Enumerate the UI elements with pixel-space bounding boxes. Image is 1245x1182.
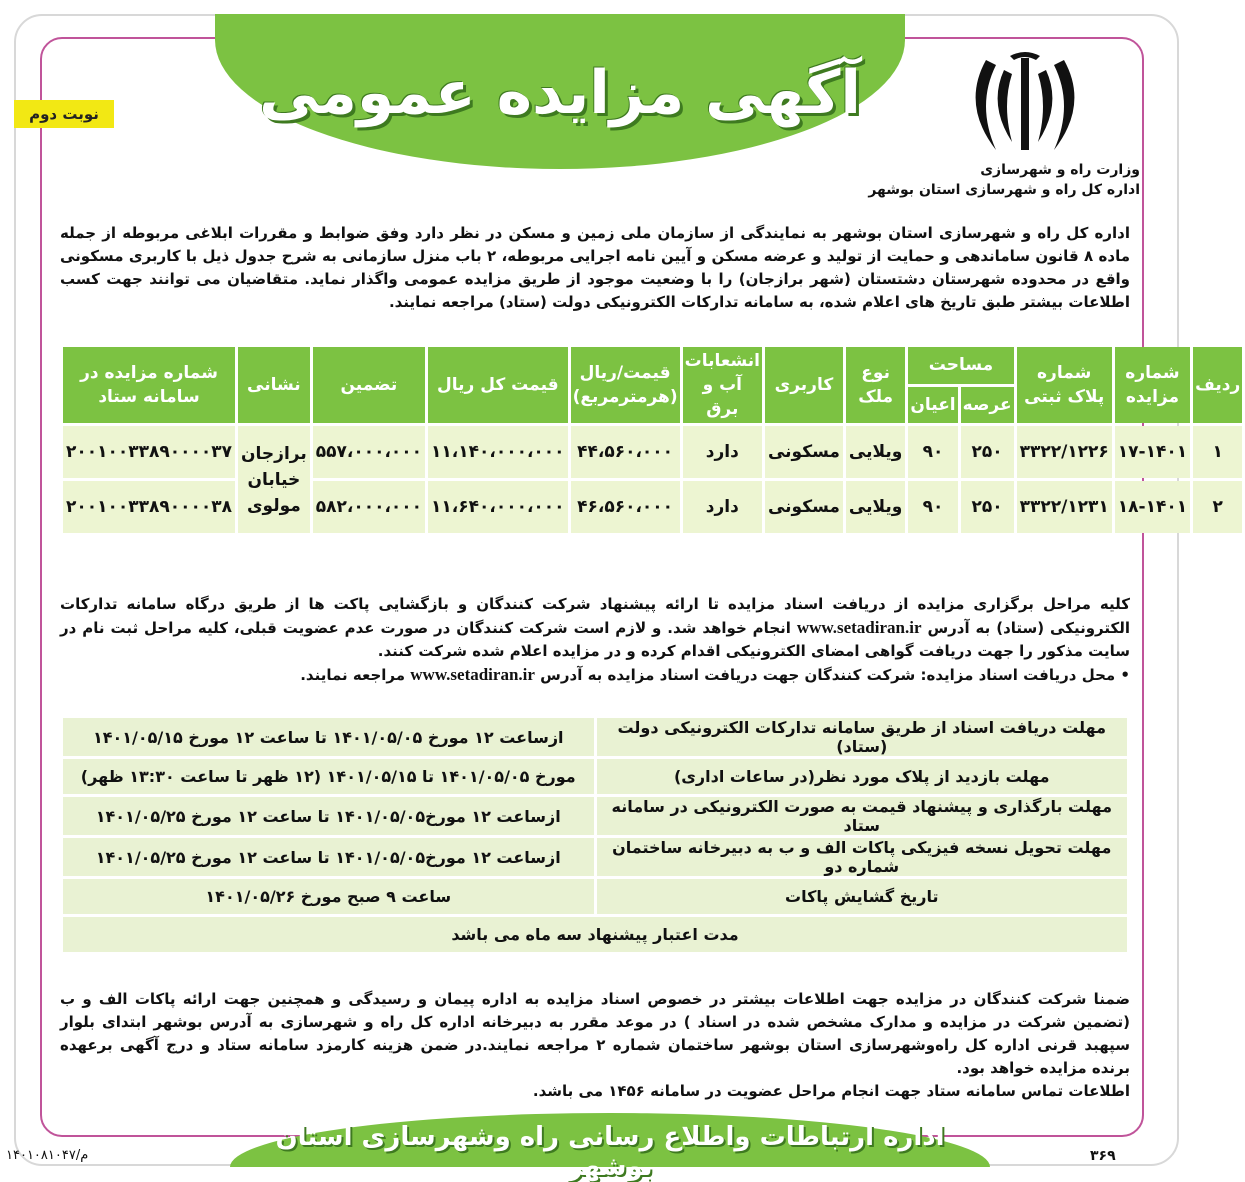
- schedule-row: [63, 879, 1127, 914]
- ad-code: ۱۴۰۱۰۸۱۰۴۷/م: [6, 1148, 89, 1163]
- cell-plate-no: ۳۳۲۲/۱۲۳۱: [1017, 481, 1112, 533]
- schedule-row: [63, 718, 1127, 756]
- validity-row: [63, 917, 1127, 952]
- setad-url-link-2[interactable]: www.setadiran.ir: [410, 665, 535, 684]
- cell-row: ۲: [1193, 481, 1242, 533]
- schedule-row: [63, 797, 1127, 835]
- th-building: اعیان: [908, 387, 957, 424]
- inner-frame: [40, 37, 1144, 1137]
- cell-plate-no: ۳۳۲۲/۱۲۲۶: [1017, 426, 1112, 478]
- cell-building: ۹۰: [908, 481, 957, 533]
- th-total-price: قیمت کل ریال: [428, 347, 568, 423]
- ministry-line1: وزارت راه و شهرسازی: [980, 162, 1140, 178]
- th-auction-no: شماره مزایده: [1115, 347, 1190, 423]
- setad-url-link[interactable]: www.setadiran.ir: [796, 618, 922, 637]
- th-area: مساحت: [908, 347, 1013, 384]
- page-number: ۳۶۹: [1090, 1148, 1116, 1164]
- cell-type: ویلایی: [846, 426, 905, 478]
- th-row: ردیف: [1193, 347, 1242, 423]
- cell-auction-no: ۱۷-۱۴۰۱: [1115, 426, 1190, 478]
- cell-price-per-m: ۴۴،۵۶۰،۰۰۰: [571, 426, 680, 478]
- schedule-row: [63, 838, 1127, 876]
- page-title: آگهی مزایده عمومی: [259, 58, 861, 128]
- th-land: عرصه: [961, 387, 1014, 424]
- cell-setad-no: ۲۰۰۱۰۰۳۳۸۹۰۰۰۰۳۷: [63, 426, 235, 478]
- th-deposit: تضمین: [313, 347, 425, 423]
- schedule-value: ازساعت ۱۲ مورخ۱۴۰۱/۰۵/۰۵ تا ساعت ۱۲ مورخ ۱۴۰۱/۰۵/۲۵: [63, 838, 594, 876]
- auction-table: [60, 344, 1245, 536]
- closing-text: ضمنا شرکت کنندگان در مزایده جهت اطلاعات بیشتر در خصوص اسناد مزایده به اداره پیمان و رسیدگی و همچنین جهت ارائه پاکات الف و ب (تضمین شرکت در مزایده و مدارک مشخص شده در اسناد ) در موعد مقرر به دبیرخانه اداره کل راه و شهرسازی به آدرس بوشهر ابتدای بلوار سپهبد قرنی اداره کل راه‌وشهرسازی استان بوشهر ساختمان شماره ۲ مراجعه نمایند.در ضمن هزینه کارمزد سامانه ستاد و درج آگهی برعهده برنده مزایده خواهد بود.: [60, 990, 1130, 1077]
- cell-usage: مسکونی: [765, 426, 843, 478]
- procedure-text-2: انجام خواهد شد. و لازم است شرکت کنندگان در صورت عدم عضویت قبلی، کلیه مراحل ثبت نام در سایت مذکور را جهت دریافت گواهی امضای الکترونیکی اقدام کرده و در مزایده اعلام شده شرکت کنند.: [60, 619, 1130, 660]
- schedule-value: ساعت ۹ صبح مورخ ۱۴۰۱/۰۵/۲۶: [63, 879, 594, 914]
- table-row: [63, 426, 1242, 478]
- th-usage: کاربری: [765, 347, 843, 423]
- cell-price-per-m: ۴۶،۵۶۰،۰۰۰: [571, 481, 680, 533]
- validity-text: مدت اعتبار پیشنهاد سه ماه می باشد: [63, 917, 1127, 952]
- th-plate-no: شماره پلاک ثبتی: [1017, 347, 1112, 423]
- cell-land: ۲۵۰: [961, 481, 1014, 533]
- schedule-value: مورخ ۱۴۰۱/۰۵/۰۵ تا ۱۴۰۱/۰۵/۱۵ (۱۲ ظهر تا ساعت ۱۳:۳۰ ظهر): [63, 759, 594, 794]
- cell-building: ۹۰: [908, 426, 957, 478]
- contact-text: اطلاعات تماس سامانه ستاد جهت انجام مراحل عضویت در سامانه ۱۴۵۶ می باشد.: [532, 1082, 1130, 1100]
- schedule-value: ازساعت ۱۲ مورخ۱۴۰۱/۰۵/۰۵ تا ساعت ۱۲ مورخ ۱۴۰۱/۰۵/۲۵: [63, 797, 594, 835]
- th-setad-no: شماره مزایده در سامانه ستاد: [63, 347, 235, 423]
- cell-row: ۱: [1193, 426, 1242, 478]
- cell-address: برازجان خیابان مولوی: [238, 426, 310, 533]
- schedule-label: مهلت بارگذاری و پیشنهاد قیمت به صورت الکترونیکی در سامانه ستاد: [597, 797, 1128, 835]
- cell-type: ویلایی: [846, 481, 905, 533]
- intro-text: اداره کل راه و شهرسازی استان بوشهر به نمایندگی از سازمان ملی زمین و مسکن در نظر دارد وفق ضوابط و مقررات ابلاغی مربوطه از جمله ماده ۸ قانون ساماندهی و حمایت از تولید و عرضه مسکن و آیین نامه اجرایی مربوطه، ۲ باب منزل سازمانی به شرح جدول ذیل با کاربری مسکونی واقع در محدوده شهرستان دشتستان (شهر برازجان) را با وضعیت موجود از طریق مزایده عمومی واگذار نماید. متقاضیان می توانند جهت کسب اطلاعات بیشتر طبق تاریخ های اعلام شده، به سامانه تدارکات الکترونیکی دولت (ستاد) مراجعه نمایند.: [60, 224, 1130, 311]
- round-badge: نوبت دوم: [14, 100, 114, 128]
- schedule-label: مهلت تحویل نسخه فیزیکی پاکات الف و ب به دبیرخانه ساختمان شماره دو: [597, 838, 1128, 876]
- schedule-label: مهلت بازدید از پلاک مورد نظر(در ساعات اداری): [597, 759, 1128, 794]
- procedure-text-1: کلیه مراحل برگزاری مزایده از دریافت اسناد مزایده تا ارائه پیشنهاد شرکت کنندگان و بازگشایی پاکت ها از طریق درگاه سامانه تدارکات الکترونیکی (ستاد) به آدرس: [60, 595, 1130, 637]
- cell-setad-no: ۲۰۰۱۰۰۳۳۸۹۰۰۰۰۳۸: [63, 481, 235, 533]
- bullet-text-1: • محل دریافت اسناد مزایده: شرکت کنندگان جهت دریافت اسناد مزایده به آدرس: [540, 666, 1130, 684]
- schedule-value: ازساعت ۱۲ مورخ ۱۴۰۱/۰۵/۰۵ تا ساعت ۱۲ مورخ ۱۴۰۱/۰۵/۱۵: [63, 718, 594, 756]
- th-address: نشانی: [238, 347, 310, 423]
- schedule-label: تاریخ گشایش پاکات: [597, 879, 1128, 914]
- footer-text: اداره ارتباطات واطلاع رسانی راه وشهرسازی استان بوشهر: [275, 1122, 945, 1182]
- cell-usage: مسکونی: [765, 481, 843, 533]
- cell-auction-no: ۱۸-۱۴۰۱: [1115, 481, 1190, 533]
- schedule-table: [60, 715, 1130, 955]
- th-utilities: انشعابات آب و برق: [683, 347, 762, 423]
- cell-utilities: دارد: [683, 426, 762, 478]
- th-type: نوع ملک: [846, 347, 905, 423]
- schedule-label: مهلت دریافت اسناد از طریق سامانه تدارکات الکترونیکی دولت (ستاد): [597, 718, 1128, 756]
- bullet-text-2: مراجعه نمایند.: [300, 666, 406, 684]
- intro-paragraph: [60, 222, 1130, 314]
- closing-paragraph: [60, 988, 1130, 1103]
- cell-total-price: ۱۱،۶۴۰،۰۰۰،۰۰۰: [428, 481, 568, 533]
- cell-total-price: ۱۱،۱۴۰،۰۰۰،۰۰۰: [428, 426, 568, 478]
- cell-deposit: ۵۵۷،۰۰۰،۰۰۰: [313, 426, 425, 478]
- procedure-paragraph: [60, 593, 1130, 687]
- ministry-line2: اداره کل راه و شهرسازی استان بوشهر: [868, 182, 1140, 198]
- cell-land: ۲۵۰: [961, 426, 1014, 478]
- ministry-name: [868, 160, 1140, 200]
- iran-emblem-icon: [966, 50, 1084, 160]
- schedule-row: [63, 759, 1127, 794]
- cell-deposit: ۵۸۲،۰۰۰،۰۰۰: [313, 481, 425, 533]
- th-price-per-m: قیمت/ریال (هرمترمربع): [571, 347, 680, 423]
- cell-utilities: دارد: [683, 481, 762, 533]
